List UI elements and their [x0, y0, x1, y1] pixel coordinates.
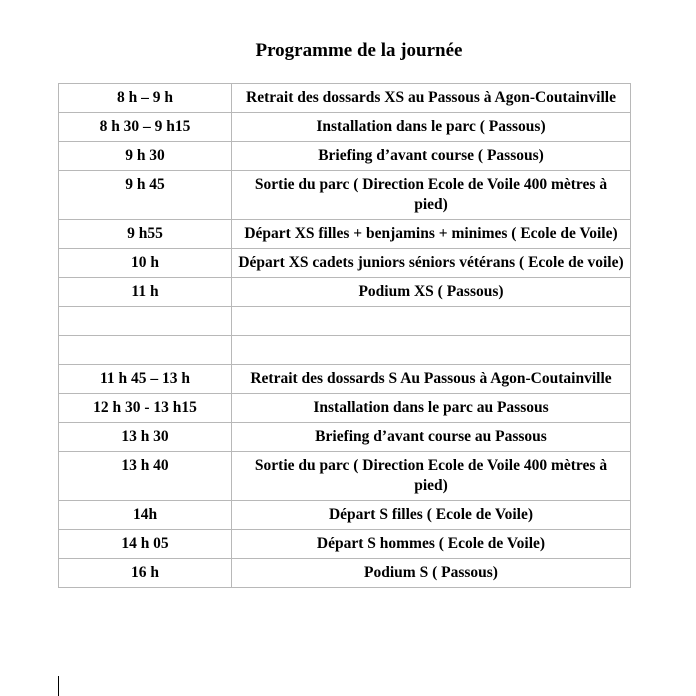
activity-cell [232, 336, 631, 365]
time-cell: 9 h55 [59, 220, 232, 249]
time-cell: 13 h 30 [59, 423, 232, 452]
activity-cell: Briefing d’avant course au Passous [232, 423, 631, 452]
time-cell [59, 307, 232, 336]
time-cell: 13 h 40 [59, 452, 232, 501]
activity-cell: Installation dans le parc au Passous [232, 394, 631, 423]
table-row [59, 113, 631, 142]
table-row [59, 365, 631, 394]
activity-cell: Briefing d’avant course ( Passous) [232, 142, 631, 171]
table-row [59, 501, 631, 530]
time-cell [59, 336, 232, 365]
table-row [59, 142, 631, 171]
table-row [59, 423, 631, 452]
table-row [59, 452, 631, 501]
activity-cell: Sortie du parc ( Direction Ecole de Voile 400 mètres à pied) [232, 171, 631, 220]
table-row [59, 394, 631, 423]
table-row [59, 84, 631, 113]
page-title: Programme de la journée [255, 40, 463, 61]
table-row [59, 559, 631, 588]
activity-cell: Départ S hommes ( Ecole de Voile) [232, 530, 631, 559]
time-cell: 8 h – 9 h [59, 84, 232, 113]
table-row [59, 220, 631, 249]
time-cell: 16 h [59, 559, 232, 588]
table-row [59, 278, 631, 307]
activity-cell: Retrait des dossards XS au Passous à Agon-Coutainville [232, 84, 631, 113]
activity-cell [232, 307, 631, 336]
table-row [59, 249, 631, 278]
schedule-table-body [59, 84, 631, 588]
activity-cell: Podium S ( Passous) [232, 559, 631, 588]
time-cell: 8 h 30 – 9 h15 [59, 113, 232, 142]
empty-row [59, 307, 631, 336]
time-cell: 12 h 30 - 13 h15 [59, 394, 232, 423]
activity-cell: Départ S filles ( Ecole de Voile) [232, 501, 631, 530]
text-cursor [58, 676, 59, 696]
activity-cell: Podium XS ( Passous) [232, 278, 631, 307]
time-cell: 10 h [59, 249, 232, 278]
table-row [59, 171, 631, 220]
activity-cell: Départ XS filles + benjamins + minimes ( Ecole de Voile) [232, 220, 631, 249]
activity-cell: Départ XS cadets juniors séniors vétérans ( Ecole de voile) [232, 249, 631, 278]
time-cell: 11 h 45 – 13 h [59, 365, 232, 394]
table-row [59, 530, 631, 559]
time-cell: 9 h 45 [59, 171, 232, 220]
activity-cell: Installation dans le parc ( Passous) [232, 113, 631, 142]
time-cell: 14 h 05 [59, 530, 232, 559]
activity-cell: Sortie du parc ( Direction Ecole de Voile 400 mètres à pied) [232, 452, 631, 501]
activity-cell: Retrait des dossards S Au Passous à Agon-Coutainville [232, 365, 631, 394]
time-cell: 14h [59, 501, 232, 530]
empty-row [59, 336, 631, 365]
schedule-table [58, 83, 631, 588]
time-cell: 11 h [59, 278, 232, 307]
time-cell: 9 h 30 [59, 142, 232, 171]
